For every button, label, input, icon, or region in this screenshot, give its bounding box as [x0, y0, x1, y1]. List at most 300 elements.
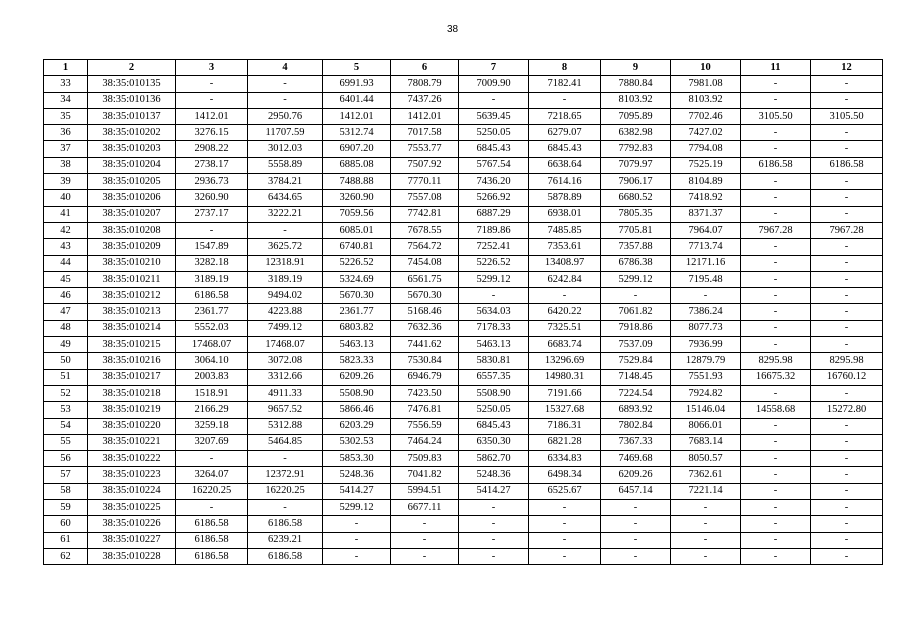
table-cell: 38:35:010212 [88, 288, 176, 304]
table-cell: 38:35:010221 [88, 434, 176, 450]
table-cell: 38:35:010136 [88, 92, 176, 108]
table-cell: 6186.58 [176, 532, 248, 548]
table-cell: 7357.88 [601, 239, 671, 255]
table-cell: - [671, 500, 741, 516]
table-row [44, 532, 883, 548]
table-cell: - [811, 174, 883, 190]
table-cell: 5226.52 [459, 255, 529, 271]
table-cell: 7529.84 [601, 353, 671, 369]
table-cell: - [811, 418, 883, 434]
table-cell: - [601, 516, 671, 532]
table-cell: - [176, 76, 248, 92]
table-cell: 5830.81 [459, 353, 529, 369]
table-cell: 53 [44, 402, 88, 418]
table-cell: 38:35:010211 [88, 271, 176, 287]
table-cell: 7808.79 [391, 76, 459, 92]
table-cell: 6334.83 [529, 451, 601, 467]
table-cell: 38:35:010207 [88, 206, 176, 222]
table-cell: 52 [44, 385, 88, 401]
table-cell: 56 [44, 451, 88, 467]
column-header: 6 [391, 60, 459, 76]
table-cell: 5463.13 [323, 337, 391, 353]
table-cell: 62 [44, 548, 88, 564]
table-cell: 7906.17 [601, 174, 671, 190]
table-cell: 8103.92 [671, 92, 741, 108]
table-cell: - [811, 239, 883, 255]
table-cell: 38:35:010220 [88, 418, 176, 434]
table-cell: - [529, 92, 601, 108]
table-cell: 8371.37 [671, 206, 741, 222]
table-cell: 43 [44, 239, 88, 255]
table-cell: 6907.20 [323, 141, 391, 157]
table-cell: - [741, 239, 811, 255]
table-cell: - [811, 190, 883, 206]
table-cell: 7061.82 [601, 304, 671, 320]
table-cell: 16220.25 [248, 483, 323, 499]
table-cell: - [811, 500, 883, 516]
table-cell: 38:35:010215 [88, 337, 176, 353]
table-cell: 7362.61 [671, 467, 741, 483]
table-cell: 7702.46 [671, 108, 741, 124]
table-cell: - [391, 516, 459, 532]
table-cell: - [459, 532, 529, 548]
table-body [44, 76, 883, 565]
table-cell: 7454.08 [391, 255, 459, 271]
table-cell: 15327.68 [529, 402, 601, 418]
table-cell: - [248, 500, 323, 516]
table-cell: - [811, 467, 883, 483]
table-cell: 59 [44, 500, 88, 516]
table-cell: 6683.74 [529, 337, 601, 353]
table-cell: 6186.58 [248, 548, 323, 564]
table-cell: 7436.20 [459, 174, 529, 190]
table-cell: 7418.92 [671, 190, 741, 206]
table-cell: - [176, 451, 248, 467]
table-cell: 5853.30 [323, 451, 391, 467]
table-cell: 6279.07 [529, 125, 601, 141]
table-cell: - [459, 500, 529, 516]
table-cell: - [741, 76, 811, 92]
table-cell: - [176, 92, 248, 108]
table-row [44, 304, 883, 320]
table-cell: 36 [44, 125, 88, 141]
table-cell: 38:35:010219 [88, 402, 176, 418]
table-row [44, 222, 883, 238]
table-cell: 7556.59 [391, 418, 459, 434]
table-row [44, 255, 883, 271]
table-cell: 7252.41 [459, 239, 529, 255]
table-cell: 6186.58 [176, 288, 248, 304]
table-cell: 61 [44, 532, 88, 548]
table-cell: 7967.28 [811, 222, 883, 238]
table-cell: 6821.28 [529, 434, 601, 450]
table-cell: 6845.43 [459, 141, 529, 157]
table-cell: 3784.21 [248, 174, 323, 190]
table-cell: 9657.52 [248, 402, 323, 418]
table-cell: 6786.38 [601, 255, 671, 271]
column-header: 5 [323, 60, 391, 76]
table-cell: 14980.31 [529, 369, 601, 385]
table-cell: 2950.76 [248, 108, 323, 124]
table-cell: 2003.83 [176, 369, 248, 385]
table-cell: 6186.58 [176, 548, 248, 564]
table-cell: 5634.03 [459, 304, 529, 320]
table-row [44, 369, 883, 385]
table-cell: - [671, 532, 741, 548]
table-cell: 5767.54 [459, 157, 529, 173]
table-cell: 7148.45 [601, 369, 671, 385]
table-cell: 47 [44, 304, 88, 320]
table-cell: 38:35:010202 [88, 125, 176, 141]
table-cell: 6946.79 [391, 369, 459, 385]
table-cell: 7464.24 [391, 434, 459, 450]
table-cell: 6498.34 [529, 467, 601, 483]
table-cell: - [601, 500, 671, 516]
table-cell: 5639.45 [459, 108, 529, 124]
table-cell: 6525.67 [529, 483, 601, 499]
table-cell: 16675.32 [741, 369, 811, 385]
table-cell: 7427.02 [671, 125, 741, 141]
table-cell: - [811, 304, 883, 320]
table-cell: 7189.86 [459, 222, 529, 238]
table-cell: 1412.01 [323, 108, 391, 124]
table-row [44, 271, 883, 287]
page-number: 38 [446, 24, 459, 35]
table-cell: - [741, 271, 811, 287]
table-cell: - [811, 483, 883, 499]
table-cell: 7353.61 [529, 239, 601, 255]
table-row [44, 516, 883, 532]
table-cell: - [741, 451, 811, 467]
table-cell: 7325.51 [529, 320, 601, 336]
table-cell: 5862.70 [459, 451, 529, 467]
table-cell: 5168.46 [391, 304, 459, 320]
table-cell: 7742.81 [391, 206, 459, 222]
table-cell: 1547.89 [176, 239, 248, 255]
table-cell: 6203.29 [323, 418, 391, 434]
table-cell: - [176, 222, 248, 238]
table-cell: 7079.97 [601, 157, 671, 173]
table-row [44, 125, 883, 141]
table-cell: 40 [44, 190, 88, 206]
table-cell: 3105.50 [811, 108, 883, 124]
table-cell: 5226.52 [323, 255, 391, 271]
table-cell: - [741, 337, 811, 353]
table-cell: 12879.79 [671, 353, 741, 369]
table-cell: 7792.83 [601, 141, 671, 157]
table-cell: 3012.03 [248, 141, 323, 157]
table-cell: 44 [44, 255, 88, 271]
table-cell: 7981.08 [671, 76, 741, 92]
table-cell: 3264.07 [176, 467, 248, 483]
table-cell: 6350.30 [459, 434, 529, 450]
table-cell: 38:35:010216 [88, 353, 176, 369]
table-cell: 5464.85 [248, 434, 323, 450]
table-row [44, 206, 883, 222]
table-cell: 3260.90 [323, 190, 391, 206]
table-cell: 7499.12 [248, 320, 323, 336]
table-cell: 7802.84 [601, 418, 671, 434]
table-cell: 5248.36 [323, 467, 391, 483]
table-cell: 5266.92 [459, 190, 529, 206]
table-cell: 7530.84 [391, 353, 459, 369]
table-cell: - [741, 141, 811, 157]
table-cell: 7178.33 [459, 320, 529, 336]
table-cell: - [741, 385, 811, 401]
table-cell: 6186.58 [176, 516, 248, 532]
table-cell: 5823.33 [323, 353, 391, 369]
table-cell: - [529, 516, 601, 532]
table-cell: - [529, 500, 601, 516]
table-cell: 42 [44, 222, 88, 238]
table-cell: 6420.22 [529, 304, 601, 320]
table-cell: - [811, 255, 883, 271]
table-cell: - [811, 288, 883, 304]
table-cell: - [811, 434, 883, 450]
column-header: 11 [741, 60, 811, 76]
table-cell: 38:35:010222 [88, 451, 176, 467]
table-cell: - [459, 92, 529, 108]
table-cell: 7095.89 [601, 108, 671, 124]
data-table [43, 59, 883, 565]
table-cell: 7509.83 [391, 451, 459, 467]
table-cell: - [741, 125, 811, 141]
table-cell: 6209.26 [601, 467, 671, 483]
table-cell: - [248, 222, 323, 238]
table-cell: 5670.30 [391, 288, 459, 304]
table-cell: 5866.46 [323, 402, 391, 418]
table-cell: 3105.50 [741, 108, 811, 124]
table-cell: 12171.16 [671, 255, 741, 271]
table-cell: - [811, 516, 883, 532]
column-header: 8 [529, 60, 601, 76]
table-cell: 6885.08 [323, 157, 391, 173]
table-cell: 38:35:010205 [88, 174, 176, 190]
table-row [44, 451, 883, 467]
table-cell: 8104.89 [671, 174, 741, 190]
table-cell: - [811, 337, 883, 353]
table-cell: 9494.02 [248, 288, 323, 304]
table-row [44, 157, 883, 173]
table-cell: 5414.27 [459, 483, 529, 499]
table-cell: - [811, 385, 883, 401]
table-cell: 7488.88 [323, 174, 391, 190]
table-row [44, 418, 883, 434]
table-cell: 1518.91 [176, 385, 248, 401]
table-cell: 7964.07 [671, 222, 741, 238]
table-cell: 7683.14 [671, 434, 741, 450]
table-cell: 17468.07 [248, 337, 323, 353]
table-row [44, 467, 883, 483]
table-cell: 5994.51 [391, 483, 459, 499]
table-cell: 16760.12 [811, 369, 883, 385]
table-cell: 2361.77 [176, 304, 248, 320]
table-cell: - [811, 141, 883, 157]
table-cell: 3625.72 [248, 239, 323, 255]
table-cell: 51 [44, 369, 88, 385]
table-cell: 7195.48 [671, 271, 741, 287]
table-cell: 3189.19 [248, 271, 323, 287]
table-cell: 6561.75 [391, 271, 459, 287]
table-row [44, 337, 883, 353]
table-cell: 48 [44, 320, 88, 336]
column-header: 12 [811, 60, 883, 76]
table-cell: 6938.01 [529, 206, 601, 222]
table-cell: - [529, 288, 601, 304]
table-cell: - [741, 516, 811, 532]
column-header: 9 [601, 60, 671, 76]
table-cell: - [811, 532, 883, 548]
table-cell: - [811, 320, 883, 336]
table-cell: - [459, 516, 529, 532]
table-cell: 2361.77 [323, 304, 391, 320]
table-cell: - [741, 548, 811, 564]
table-cell: 5250.05 [459, 402, 529, 418]
table-cell: 7705.81 [601, 222, 671, 238]
table-cell: 7537.09 [601, 337, 671, 353]
table-row [44, 434, 883, 450]
table-cell: 12318.91 [248, 255, 323, 271]
table-cell: 38:35:010204 [88, 157, 176, 173]
table-cell: 33 [44, 76, 88, 92]
table-cell: 5508.90 [459, 385, 529, 401]
table-cell: 11707.59 [248, 125, 323, 141]
table-cell: 7221.14 [671, 483, 741, 499]
table-cell: 7632.36 [391, 320, 459, 336]
table-row [44, 548, 883, 564]
table-row [44, 483, 883, 499]
table-cell: 3189.19 [176, 271, 248, 287]
header-row [44, 60, 883, 76]
table-cell: 7551.93 [671, 369, 741, 385]
table-cell: 7770.11 [391, 174, 459, 190]
table-cell: 8077.73 [671, 320, 741, 336]
table-cell: - [248, 92, 323, 108]
table-cell: 12372.91 [248, 467, 323, 483]
table-cell: 3207.69 [176, 434, 248, 450]
table-cell: 6557.35 [459, 369, 529, 385]
table-cell: 4911.33 [248, 385, 323, 401]
table-cell: - [671, 548, 741, 564]
table-cell: 5250.05 [459, 125, 529, 141]
table-row [44, 141, 883, 157]
table-cell: 3072.08 [248, 353, 323, 369]
table-cell: 38:35:010135 [88, 76, 176, 92]
table-cell: 41 [44, 206, 88, 222]
column-header: 10 [671, 60, 741, 76]
table-cell: 7191.66 [529, 385, 601, 401]
table-cell: 14558.68 [741, 402, 811, 418]
table-cell: 2166.29 [176, 402, 248, 418]
table-cell: - [741, 206, 811, 222]
table-cell: 7041.82 [391, 467, 459, 483]
table-cell: - [741, 190, 811, 206]
table-row [44, 174, 883, 190]
table-cell: 3276.15 [176, 125, 248, 141]
table-row [44, 288, 883, 304]
table-cell: 7485.85 [529, 222, 601, 238]
table-cell: 15272.80 [811, 402, 883, 418]
table-cell: 6991.93 [323, 76, 391, 92]
table-cell: - [741, 418, 811, 434]
table-cell: - [741, 288, 811, 304]
table-cell: 6845.43 [459, 418, 529, 434]
table-cell: 8103.92 [601, 92, 671, 108]
table-cell: - [741, 532, 811, 548]
table-cell: - [811, 92, 883, 108]
table-cell: 6803.82 [323, 320, 391, 336]
table-row [44, 385, 883, 401]
table-cell: 17468.07 [176, 337, 248, 353]
table-cell: 7918.86 [601, 320, 671, 336]
table-cell: 15146.04 [671, 402, 741, 418]
table-cell: - [176, 500, 248, 516]
table-cell: 16220.25 [176, 483, 248, 499]
table-cell: 7224.54 [601, 385, 671, 401]
table-cell: 7936.99 [671, 337, 741, 353]
table-cell: 8050.57 [671, 451, 741, 467]
table-cell: 3222.21 [248, 206, 323, 222]
table-cell: 38:35:010203 [88, 141, 176, 157]
table-row [44, 108, 883, 124]
table-row [44, 76, 883, 92]
table-cell: 49 [44, 337, 88, 353]
table-cell: 7924.82 [671, 385, 741, 401]
table-cell: 7386.24 [671, 304, 741, 320]
table-cell: - [391, 532, 459, 548]
table-cell: 6680.52 [601, 190, 671, 206]
table-cell: 7017.58 [391, 125, 459, 141]
table-cell: 57 [44, 467, 88, 483]
table-cell: 2936.73 [176, 174, 248, 190]
table-cell: 38 [44, 157, 88, 173]
table-cell: 7713.74 [671, 239, 741, 255]
table-cell: 38:35:010213 [88, 304, 176, 320]
table-cell: 46 [44, 288, 88, 304]
table-cell: 38:35:010206 [88, 190, 176, 206]
table-cell: 5299.12 [459, 271, 529, 287]
table-cell: - [323, 516, 391, 532]
table-row [44, 402, 883, 418]
table-cell: - [741, 304, 811, 320]
table-cell: 6845.43 [529, 141, 601, 157]
table-cell: 8295.98 [741, 353, 811, 369]
table-cell: 6209.26 [323, 369, 391, 385]
table-cell: - [601, 288, 671, 304]
table-row [44, 239, 883, 255]
table-cell: 6434.65 [248, 190, 323, 206]
table-cell: - [811, 76, 883, 92]
table-cell: - [741, 434, 811, 450]
column-header: 1 [44, 60, 88, 76]
table-cell: 7186.31 [529, 418, 601, 434]
table-cell: 54 [44, 418, 88, 434]
table-cell: 7009.90 [459, 76, 529, 92]
table-cell: 7367.33 [601, 434, 671, 450]
table-cell: 38:35:010210 [88, 255, 176, 271]
table-cell: 7564.72 [391, 239, 459, 255]
table-cell: 7525.19 [671, 157, 741, 173]
table-cell: - [601, 548, 671, 564]
table-cell: 5558.89 [248, 157, 323, 173]
table-cell: 4223.88 [248, 304, 323, 320]
table-cell: 7678.55 [391, 222, 459, 238]
table-cell: 6085.01 [323, 222, 391, 238]
table-cell: - [741, 174, 811, 190]
table-cell: 6677.11 [391, 500, 459, 516]
table-cell: 38:35:010228 [88, 548, 176, 564]
table-cell: 5508.90 [323, 385, 391, 401]
